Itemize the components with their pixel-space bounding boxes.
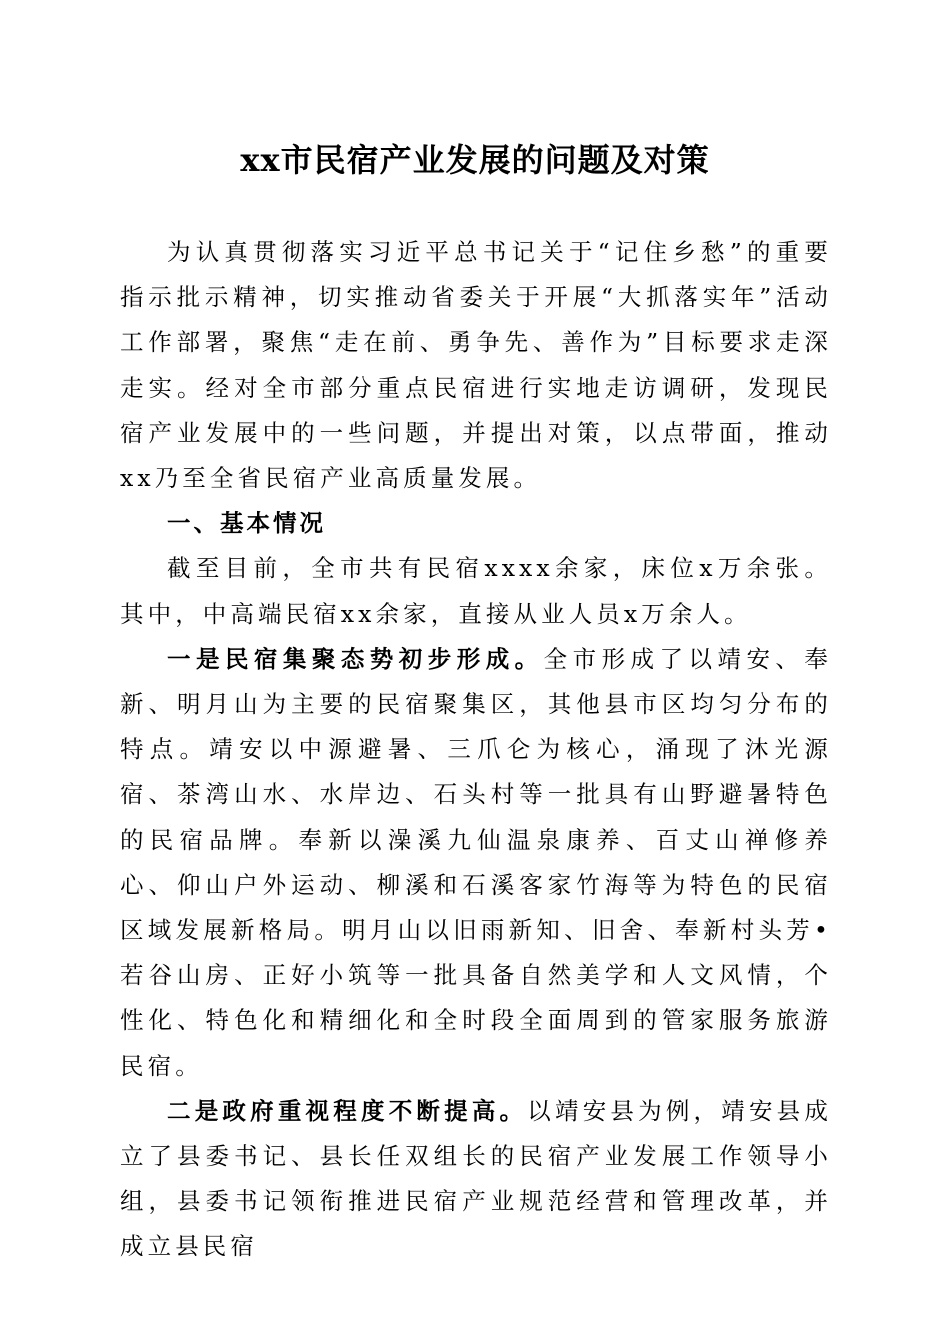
- intro-paragraph: [120, 230, 832, 501]
- cluster-paragraph: [120, 637, 832, 1089]
- government-paragraph: [120, 1089, 832, 1270]
- intro-paragraph-text: 为认真贯彻落实习近平总书记关于“记住乡愁”的重要指示批示精神，切实推动省委关于开展“大抓落实年”活动工作部署，聚焦“走在前、勇争先、善作为”目标要求走深走实。经对全市部分重点民宿进行实地走访调研，发现民宿产业发展中的一些问题，并提出对策，以点带面，推动xx乃至全省民宿产业高质量发展。: [120, 238, 832, 493]
- document-body: [120, 230, 832, 1270]
- government-paragraph-lead: 二是政府重视程度不断提高。: [167, 1096, 528, 1125]
- cluster-paragraph-lead: 一是民宿集聚态势初步形成。: [167, 644, 544, 673]
- section-heading-basic-situation: 一、基本情况: [167, 509, 326, 538]
- cluster-paragraph-text: 全市形成了以靖安、奉新、明月山为主要的民宿聚集区，其他县市区均匀分布的特点。靖安以中源避暑、三爪仑为核心，涌现了沐光源宿、茶湾山水、水岸边、石头村等一批具有山野避暑特色的民宿品牌。奉新以澡溪九仙温泉康养、百丈山禅修养心、仰山户外运动、柳溪和石溪客家竹海等为特色的民宿区域发展新格局。明月山以旧雨新知、旧舍、奉新村头芳•若谷山房、正好小筑等一批具备自然美学和人文风情，个性化、特色化和精细化和全时段全面周到的管家服务旅游民宿。: [120, 644, 832, 1080]
- overview-paragraph: [120, 546, 832, 636]
- document-title: xx市民宿产业发展的问题及对策: [240, 141, 710, 179]
- overview-paragraph-text: 截至目前，全市共有民宿xxxx余家，床位x万余张。其中，中高端民宿xx余家，直接从业人员x万余人。: [120, 554, 832, 628]
- government-paragraph-text: 以靖安县为例，靖安县成立了县委书记、县长任双组长的民宿产业发展工作领导小组，县委书记领衔推进民宿产业规范经营和管理改革，并成立县民宿: [120, 1096, 832, 1261]
